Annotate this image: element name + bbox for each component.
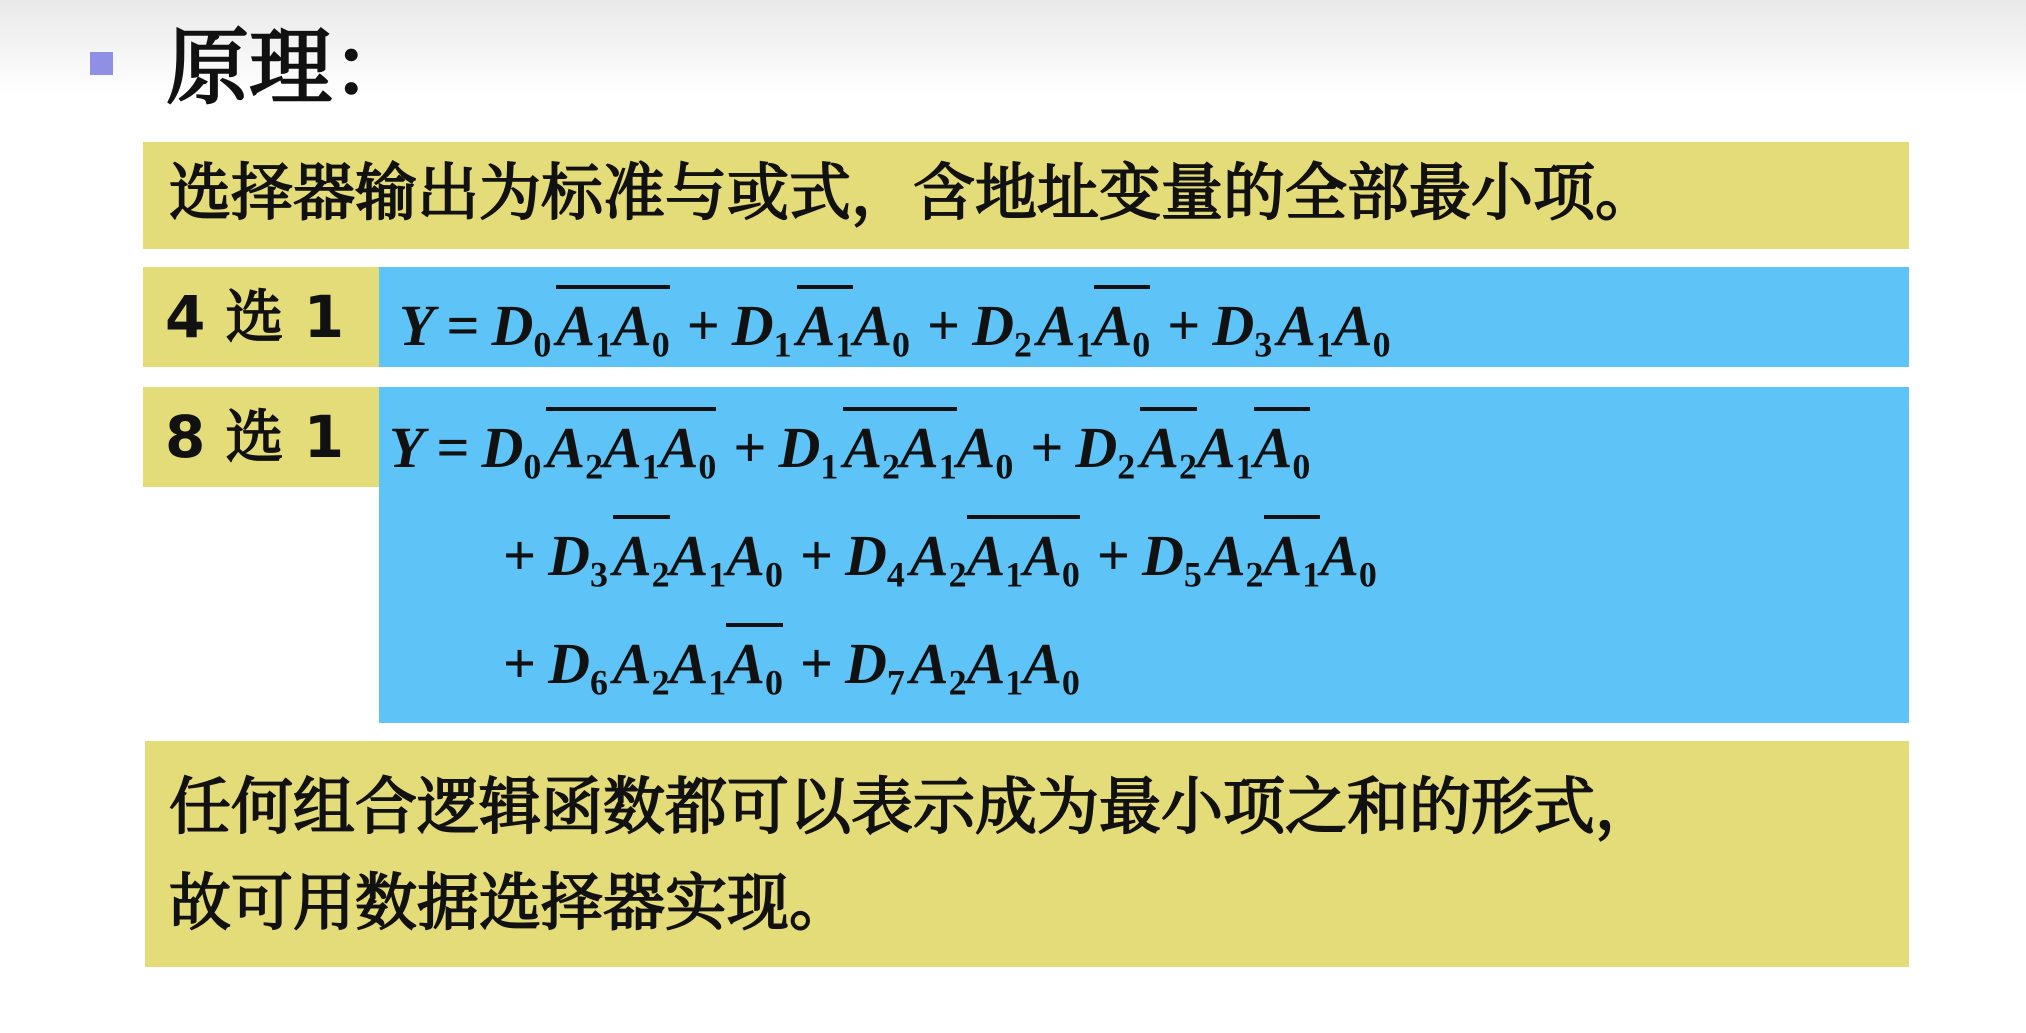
slide-title: 原理： — [166, 19, 415, 116]
mux4-label: 4 选 1 — [165, 283, 345, 351]
bullet-square — [90, 52, 113, 75]
conclusion-line2: 故可用数据选择器实现。 — [169, 866, 852, 939]
mux8-formula-line3: + $D_6A_2A_1A_0 + D_7A_2A_1A_0$ — [491, 623, 1085, 701]
conclusion-line1: 任何组合逻辑函数都可以表示成为最小项之和的形式， — [169, 770, 1658, 843]
mux8-formula-line1: $Y = D_0A_2A_1A_0 + D_1A_2A_1A_0 + D_2A_2A_1A_0$ — [389, 407, 1315, 485]
intro-box — [143, 142, 1909, 249]
mux4-label-box — [143, 267, 379, 367]
mux8-label: 8 选 1 — [165, 403, 345, 471]
mux8-label-box — [143, 387, 379, 487]
mux8-formula-line2: + $D_3A_2A_1A_0 + D_4A_2A_1A_0 + D_5A_2A_1A_0$ — [491, 515, 1382, 593]
mux4-formula-box — [379, 267, 1909, 367]
mux4-formula: $Y = D_0A_1A_0 + D_1A_1A_0 + D_2A_1A_0 + D_3A_1A_0$ — [399, 285, 1396, 363]
intro-text: 选择器输出为标准与或式，含地址变量的全部最小项。 — [169, 156, 1658, 229]
conclusion-box — [145, 741, 1909, 967]
mux8-formula-box — [379, 387, 1909, 723]
